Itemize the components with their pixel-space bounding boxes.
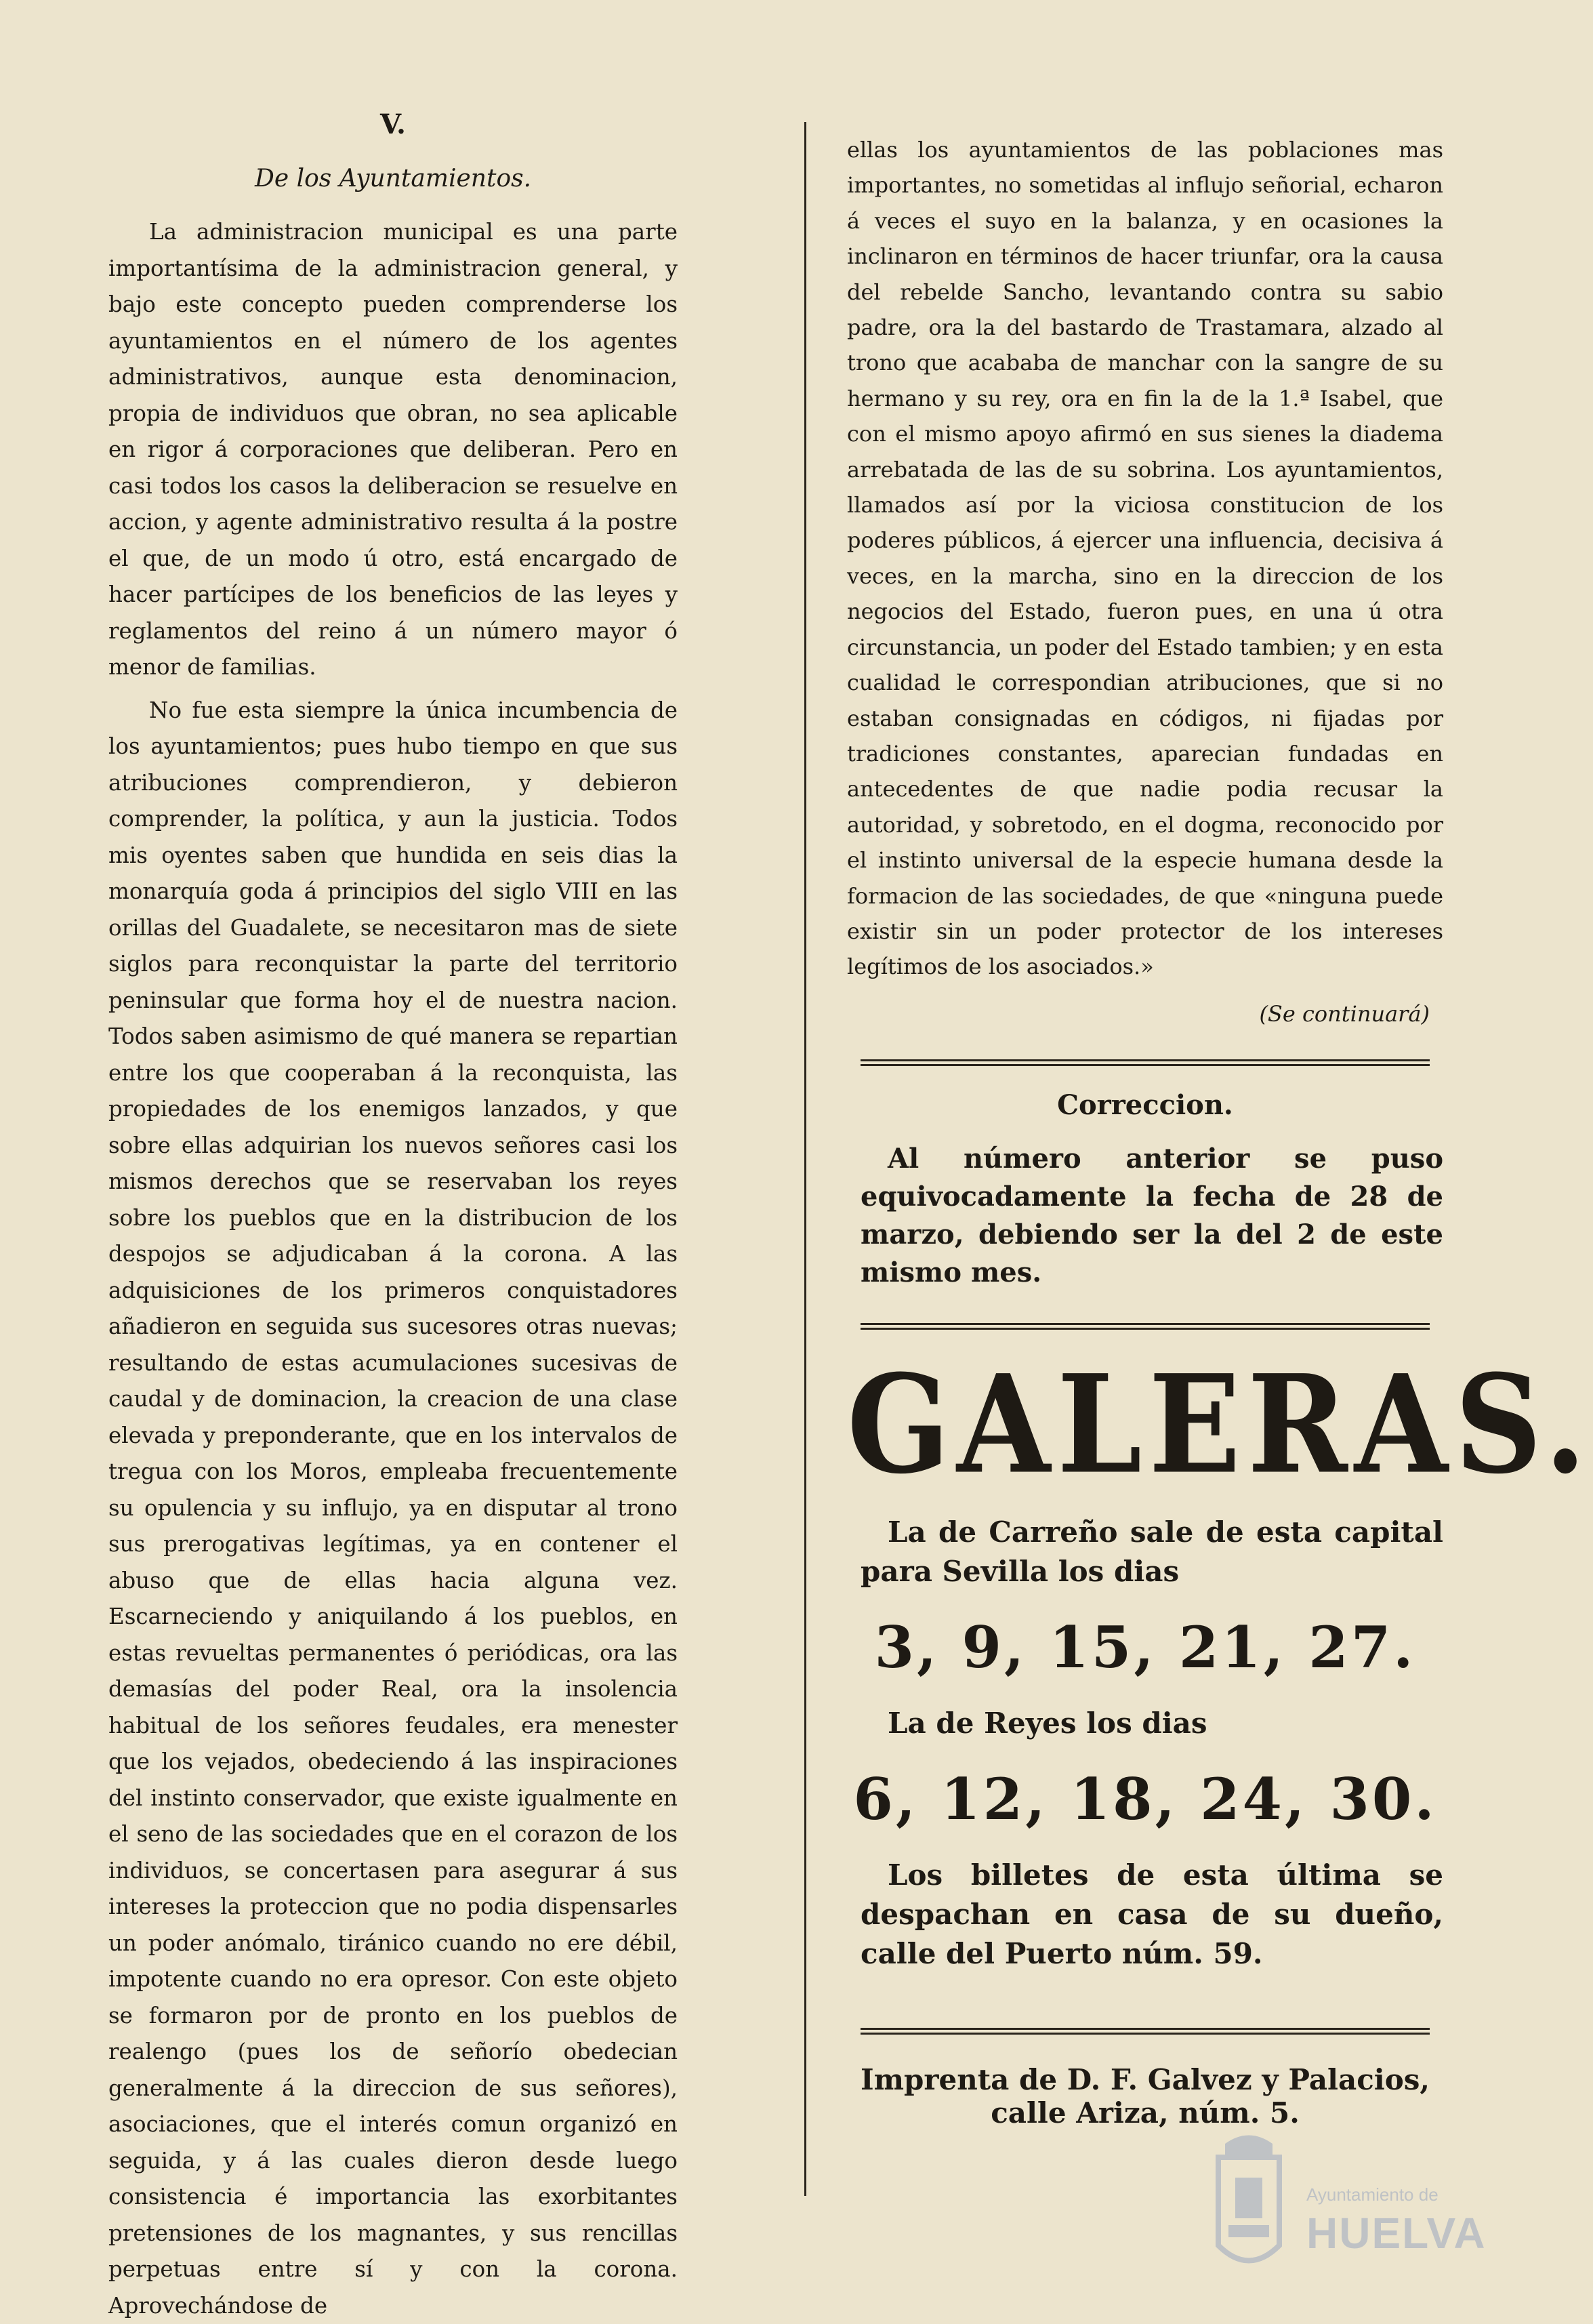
divider-rule [861,1323,1430,1330]
right-column [847,132,1443,2129]
reyes-dates: 6, 12, 18, 24, 30. [847,1762,1443,1837]
coat-of-arms-icon [1205,2130,1293,2279]
paragraph: No fue esta siempre la única incumbencia de los ayuntamientos; pues hubo tiempo en que sus atribuciones comprendieron, y debieron comprender, la política, y aun la justicia. Todos mis oyentes saben que hundida en seis dias la monarquía goda á principios del siglo VIII en las orillas del Guadalete, se necesitaron mas de siete siglos para reconquistar la parte del territorio peninsular que forma hoy el de nuestra nacion. Todos saben asimismo de qué manera se repartian entre los que cooperaban á la reconquista, las propiedades de los enemigos lanzados, y que sobre ellas adquirian los nuevos señores casi los mismos derechos que se reservaban los reyes sobre los pueblos que en la distribucion de los despojos se adjudicaban á la corona. A las adquisiciones de los primeros conquistadores añadieron en seguida sus sucesores otras nuevas; resultando de estas acumulaciones sucesivas de caudal y de dominacion, la creacion de una clase elevada y preponderante, que en los intervalos de tregua con los Moros, empleaba frecuentemente su opulencia y su influjo, ya en disputar al trono sus prerogativas legítimas, ya en contener el abuso que de ellas hacia alguna vez. Escarneciendo y aniquilando á los pueblos, en estas revueltas permanentes ó periódicas, ora las demasías del poder Real, ora la insolencia habitual de los señores feudales, era menester que los vejados, obedeciendo á las inspiraciones del instinto conservador, que existe igualmente en el seno de las sociedades que en el corazon de los individuos, se concertasen para asegurar á sus intereses la proteccion que no podia dispensarles un poder anómalo, tiránico cuando no ere débil, impotente cuando no era opresor. Con este objeto se formaron por de pronto en los pueblos de realengo (pues los de señorío obedecian generalmente á la direccion de sus señores), asociaciones, que el interés comun organizó en seguida, y á las cuales dieron desde luego consistencia é importancia las exorbitantes pretensiones de los magnantes, y sus rencillas perpetuas entre sí y con la corona. Aprovechándose de [108,693,678,2324]
reyes-schedule-text: La de Reyes los dias [861,1704,1443,1743]
continued-note: (Se continuará) [847,1001,1430,1027]
printer-imprint: Imprenta de D. F. Galvez y Palacios, calle Ariza, núm. 5. [847,2063,1443,2129]
column-divider [804,122,806,2196]
carreno-schedule-text: La de Carreño sale de esta capital para Sevilla los dias [861,1513,1443,1591]
tickets-text: Los billetes de esta última se despachan en casa de su dueño, calle del Puerto núm. 59. [861,1856,1443,1974]
divider-rule [861,1059,1430,1066]
paragraph: La administracion municipal es una parte importantísima de la administracion general, y bajo este concepto pueden comprenderse los ayuntamientos en el número de los agentes administrativos, aunque esta denominacion, propia de individuos que obran, no sea aplicable en rigor á corporaciones que deliberan. Pero en casi todos los casos la deliberacion se resuelve en accion, y agente administrativo resulta á la postre el que, de un modo ú otro, está encargado de hacer partícipes de los beneficios de las leyes y reglamentos del reino á un número mayor ó menor de familias. [108,214,678,686]
section-title: De los Ayuntamientos. [108,165,678,192]
galeras-heading: GALERAS. [847,1349,1443,1501]
correction-heading: Correccion. [847,1089,1443,1121]
correction-text: Al número anterior se puso equivocadamente la fecha de 28 de marzo, debiendo ser la del 2 de este mismo mes. [847,1140,1443,1292]
watermark-city: HUELVA [1306,2208,1487,2258]
carreno-dates: 3, 9, 15, 21, 27. [847,1610,1443,1685]
section-number: V. [108,108,678,140]
city-watermark [1205,2130,1442,2286]
left-column [108,108,678,2324]
watermark-org: Ayuntamiento de [1306,2184,1439,2205]
continued-paragraph: ellas los ayuntamientos de las poblaciones mas importantes, no sometidas al influjo señorial, echaron á veces el suyo en la balanza, y en ocasiones la inclinaron en términos de hacer triunfar, ora la causa del rebelde Sancho, levantando contra su sabio padre, ora la del bastardo de Trastamara, alzado al trono que acababa de manchar con la sangre de su hermano y su rey, ora en fin la de la 1.ª Isabel, que con el mismo apoyo afirmó en sus sienes la diadema arrebatada de las de su sobrina. Los ayuntamientos, llamados así por la viciosa constitucion de los poderes públicos, á ejercer una influencia, decisiva á veces, en la marcha, sino en la direccion de los negocios del Estado, fueron pues, en una ú otra circunstancia, un poder del Estado tambien; y en esta cualidad le correspondian atribuciones, que si no estaban consignadas en códigos, ni fijadas por tradiciones constantes, aparecian fundadas en antecedentes de que nadie podia recusar la autoridad, y sobretodo, en el dogma, reconocido por el instinto universal de la especie humana desde la formacion de las sociedades, de que «ninguna puede existir sin un poder protector de los intereses legítimos de los asociados.» [847,132,1443,985]
divider-rule [861,2028,1430,2035]
